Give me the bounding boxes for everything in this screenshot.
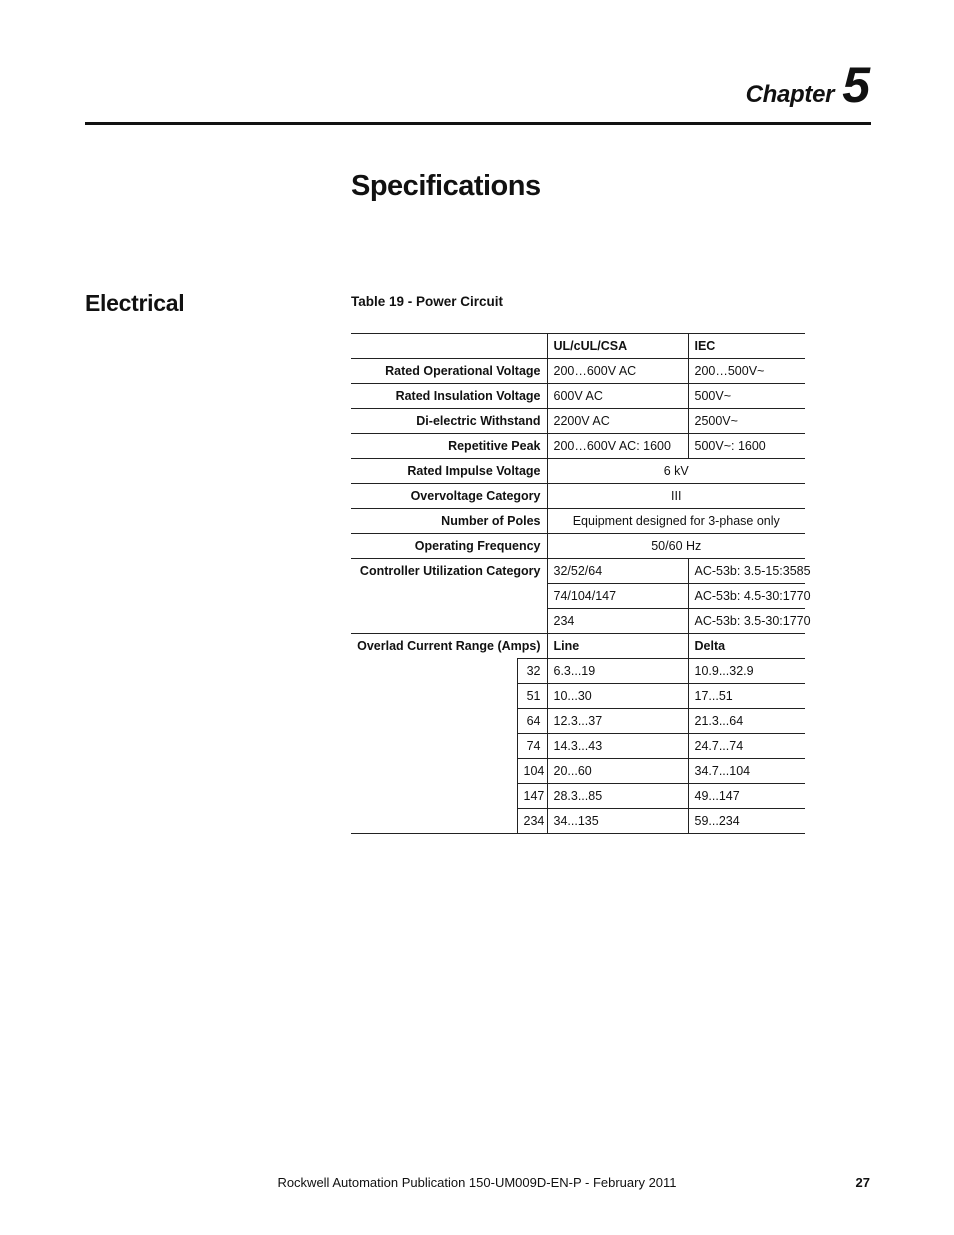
amps-value: 64 <box>517 709 547 734</box>
ul-value: 600V AC <box>547 384 688 409</box>
page-title: Specifications <box>351 170 541 202</box>
header-delta-cell: Delta <box>688 634 805 659</box>
row-label: Overvoltage Category <box>351 484 547 509</box>
ul-value: 234 <box>547 609 688 634</box>
line-value: 12.3...37 <box>547 709 688 734</box>
blank-cell <box>351 784 517 809</box>
blank-cell <box>351 709 517 734</box>
table-row <box>351 559 805 584</box>
delta-value: 17...51 <box>688 684 805 709</box>
table-row <box>351 484 805 509</box>
iec-value: 200…500V~ <box>688 359 805 384</box>
chapter-rule <box>85 122 871 125</box>
iec-value: 500V~: 1600 <box>688 434 805 459</box>
table-row <box>351 509 805 534</box>
chapter-label: Chapter <box>745 81 835 108</box>
amps-value: 234 <box>517 809 547 834</box>
ul-value: 32/52/64 <box>547 559 688 584</box>
footer-publication <box>0 1175 954 1190</box>
row-label: Overlad Current Range (Amps) <box>351 634 547 659</box>
iec-value: AC-53b: 3.5-15:3585 <box>688 559 805 584</box>
table-row <box>351 734 805 759</box>
power-circuit-table <box>351 333 811 834</box>
blank-cell <box>351 584 547 609</box>
row-label: Rated Impulse Voltage <box>351 459 547 484</box>
table-header-row <box>351 334 805 359</box>
ul-value: 200…600V AC: 1600 <box>547 434 688 459</box>
merged-value: Equipment designed for 3-phase only <box>547 509 805 534</box>
row-label: Rated Operational Voltage <box>351 359 547 384</box>
header-iec-cell: IEC <box>688 334 805 359</box>
section-title: Electrical <box>85 290 185 316</box>
line-value: 28.3...85 <box>547 784 688 809</box>
merged-value: III <box>547 484 805 509</box>
header-line-cell: Line <box>547 634 688 659</box>
row-label: Number of Poles <box>351 509 547 534</box>
ul-value: 2200V AC <box>547 409 688 434</box>
table-row <box>351 384 805 409</box>
blank-cell <box>351 659 517 684</box>
row-label: Controller Utilization Category <box>351 559 547 584</box>
table-row <box>351 684 805 709</box>
amps-value: 74 <box>517 734 547 759</box>
delta-value: 34.7...104 <box>688 759 805 784</box>
header-ul-cell: UL/cUL/CSA <box>547 334 688 359</box>
blank-cell <box>351 609 547 634</box>
blank-cell <box>351 759 517 784</box>
blank-cell <box>351 684 517 709</box>
delta-value: 24.7...74 <box>688 734 805 759</box>
row-label: Repetitive Peak <box>351 434 547 459</box>
table-row <box>351 609 805 634</box>
publication-text: Rockwell Automation Publication 150-UM009D-EN-P - February 2011 <box>277 1175 677 1190</box>
iec-value: 500V~ <box>688 384 805 409</box>
blank-cell <box>351 809 517 834</box>
amps-value: 51 <box>517 684 547 709</box>
table-row <box>351 584 805 609</box>
table-caption: Table 19 - Power Circuit <box>351 294 504 309</box>
row-label: Rated Insulation Voltage <box>351 384 547 409</box>
line-value: 34...135 <box>547 809 688 834</box>
table-row <box>351 784 805 809</box>
table-row <box>351 759 805 784</box>
delta-value: 10.9...32.9 <box>688 659 805 684</box>
table-row <box>351 409 805 434</box>
line-value: 14.3...43 <box>547 734 688 759</box>
chapter-number: 5 <box>842 57 870 113</box>
page-number: 27 <box>855 1175 870 1190</box>
line-value: 20...60 <box>547 759 688 784</box>
delta-value: 59...234 <box>688 809 805 834</box>
amps-value: 147 <box>517 784 547 809</box>
ul-value: 74/104/147 <box>547 584 688 609</box>
amps-value: 32 <box>517 659 547 684</box>
table-row <box>351 534 805 559</box>
merged-value: 6 kV <box>547 459 805 484</box>
delta-value: 21.3...64 <box>688 709 805 734</box>
table-row <box>351 709 805 734</box>
iec-value: AC-53b: 3.5-30:1770 <box>688 609 805 634</box>
blank-cell <box>351 734 517 759</box>
overload-header-row <box>351 634 805 659</box>
chapter-heading <box>0 57 870 113</box>
ul-value: 200…600V AC <box>547 359 688 384</box>
iec-value: AC-53b: 4.5-30:1770 <box>688 584 805 609</box>
line-value: 10...30 <box>547 684 688 709</box>
header-blank-cell <box>351 334 547 359</box>
line-value: 6.3...19 <box>547 659 688 684</box>
table-row <box>351 359 805 384</box>
table-row <box>351 659 805 684</box>
merged-value: 50/60 Hz <box>547 534 805 559</box>
amps-value: 104 <box>517 759 547 784</box>
row-label: Di-electric Withstand <box>351 409 547 434</box>
row-label: Operating Frequency <box>351 534 547 559</box>
table-row <box>351 809 805 834</box>
delta-value: 49...147 <box>688 784 805 809</box>
table-row <box>351 459 805 484</box>
iec-value: 2500V~ <box>688 409 805 434</box>
table-row <box>351 434 805 459</box>
